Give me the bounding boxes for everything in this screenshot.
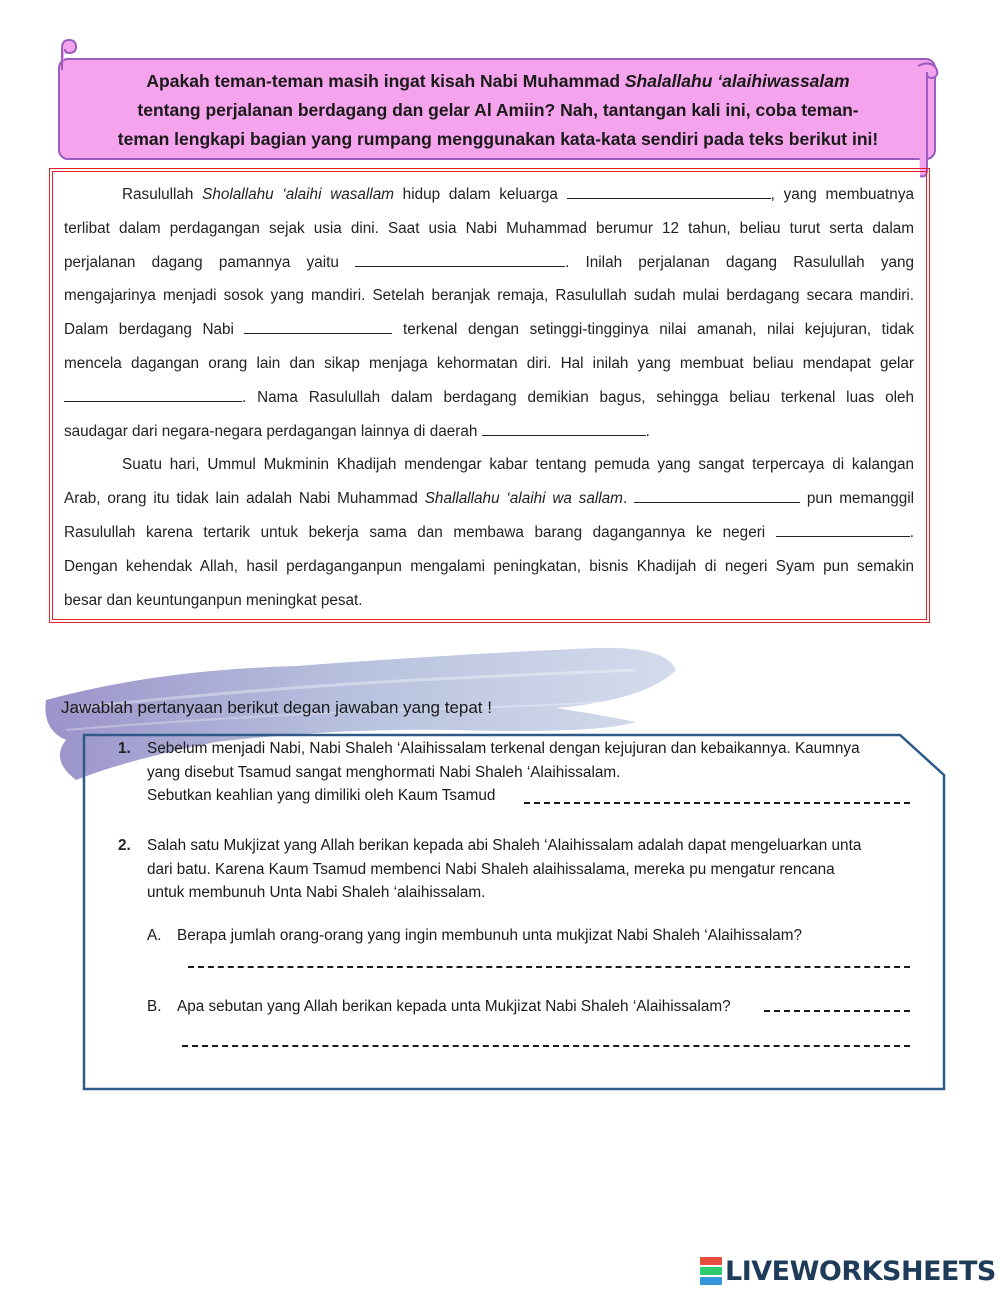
q2b-answer-line-2[interactable]	[182, 1045, 910, 1047]
logo-text: LIVEWORKSHEETS	[725, 1255, 996, 1287]
q2-text: Salah satu Mukjizat yang Allah berikan kepada abi Shaleh ‘Alaihissalam adalah dapat mengeluarkan unta dari batu. Karena Kaum Tsamud membenci Nabi Shaleh alaihissalama, mereka pu mengatur rencana untuk membunuh Unta Nabi Shaleh ‘alaihissalam.	[147, 837, 862, 901]
blank-daerah[interactable]	[482, 421, 646, 436]
blank-paman[interactable]	[355, 252, 565, 267]
q2b-text: Apa sebutan yang Allah berikan kepada unta Mukjizat Nabi Shaleh ‘Alaihissalam?	[177, 998, 731, 1015]
liveworksheets-logo	[700, 1254, 996, 1288]
q2a-text: Berapa jumlah orang-orang yang ingin membunuh unta mukjizat Nabi Shaleh ‘Alaihissalam?	[177, 927, 802, 944]
q2b-label: B.	[147, 998, 162, 1015]
q1-number: 1.	[118, 740, 131, 757]
blank-negeri[interactable]	[776, 522, 910, 537]
blank-keluarga[interactable]	[567, 184, 771, 199]
q2a-label: A.	[147, 927, 162, 944]
q2b-answer-line-1[interactable]	[764, 1010, 910, 1012]
q2a-answer-line[interactable]	[188, 966, 910, 968]
story-text: Rasulullah Sholallahu ‘alaihi wasallam hidup dalam keluarga , yang membuatnya terlibat dalam perdagangan sejak usia dini. Saat usia Nabi Muhammad berumur 12 tahun, beliau turut serta dalam perjalanan dagang pamannya yaitu . Inilah perjalanan dagang Rasulullah yang mengajarinya menjadi sosok yang mandiri. Setelah beranjak remaja, Rasulullah sudah mulai berdagang secara mandiri. Dalam berdagang Nabi terkenal dengan setinggi-tingginya nilai amanah, nilai kejujuran, tidak mencela dagangan orang lain dan sikap menjaga kehormatan diri. Hal inilah yang membuat beliau mendapat gelar . Nama Rasulullah dalam berdagang demikian bagus, sehingga beliau terkenal luas oleh saudagar dari negara-negara perdagangan lainnya di daerah . Suatu hari, Ummul Mukminin Khadijah mendengar kabar tentang pemuda yang sangat terpercaya di kalangan Arab, orang itu tidak lain adalah Nabi Muhammad Shallallahu ‘alaihi wa sallam. pun memanggil Rasulullah karena tertarik untuk bekerja sama dan membawa barang dagangannya ke negeri . Dengan kehendak Allah, hasil perdaganganpun mengalami peningkatan, bisnis Khadijah di negeri Syam pun semakin besar dan keuntunganpun meningkat pesat.	[64, 186, 915, 609]
blank-gelar[interactable]	[64, 387, 242, 402]
questions-heading: Jawablah pertanyaan berikut degan jawaban yang tepat !	[61, 698, 492, 717]
blank-nabi[interactable]	[244, 319, 392, 334]
q2-number: 2.	[118, 837, 131, 854]
instruction-banner	[58, 58, 936, 162]
blank-pemanggil[interactable]	[634, 488, 800, 503]
q1-answer-line[interactable]	[524, 802, 910, 804]
q1-text: Sebelum menjadi Nabi, Nabi Shaleh ‘Alaihissalam terkenal dengan kejujuran dan kebaikannya. Kaumnya yang disebut Tsamud sangat menghormati Nabi Shaleh ‘Alaihissalam. Sebutkan keahlian yang dimiliki oleh Kaum Tsamud	[147, 740, 860, 804]
liveworksheets-logo-icon	[700, 1257, 722, 1285]
scroll-curl-right-icon	[914, 60, 942, 180]
story-box	[49, 168, 930, 623]
banner-text: Apakah teman-teman masih ingat kisah Nabi Muhammad Shalallahu ‘alaihiwassalam tentang perjalanan berdagang dan gelar Al Amiin? Nah, tantangan kali ini, coba teman- teman lengkapi bagian yang rumpang menggunakan kata-kata sendiri pada teks berikut ini!	[117, 71, 879, 149]
